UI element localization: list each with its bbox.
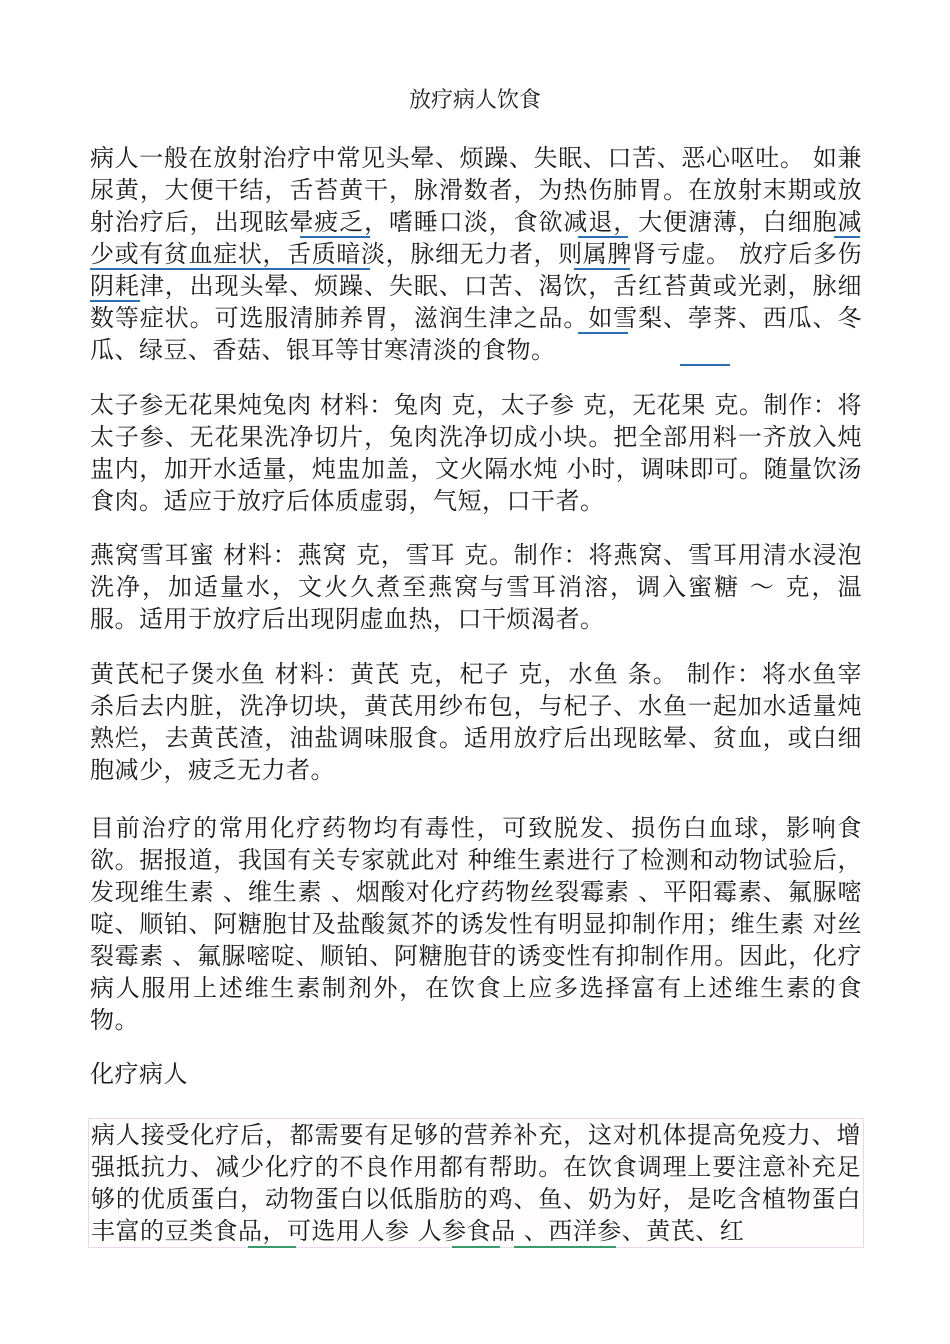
annotation-underline	[248, 1246, 296, 1248]
annotation-underline	[680, 364, 730, 366]
paragraph-chemo-nutrition: 病人接受化疗后，都需要有足够的营养补充，这对机体提高免疫力、增强抵抗力、减少化疗的不良作用都有帮助。在饮食调理上要注意补充足够的优质蛋白，动物蛋白以低脂肪的鸡、鱼、奶为好，是吃含植物蛋白丰富的豆类食品，可选用人参 人参食品 、西洋参、黄芪、红	[88, 1118, 864, 1248]
annotation-underline	[578, 236, 628, 238]
annotation-underline	[578, 332, 628, 334]
annotation-underline	[90, 300, 140, 302]
section-heading: 化疗病人	[90, 1060, 188, 1088]
page-title: 放疗病人饮食	[408, 88, 541, 113]
annotation-underline	[574, 268, 630, 270]
annotation-underline	[300, 236, 370, 238]
paragraph-radiotherapy-symptoms: 病人一般在放射治疗中常见头晕、烦躁、失眠、口苦、恶心呕吐。 如兼尿黄，大便干结，舌苔黄干，脉滑数者，为热伤肺胃。在放射末期或放射治疗后，出现眩晕疲乏，嗜睡口淡，食欲减退，大便溏薄，白细胞减少或有贫血症状，舌质暗淡，脉细无力者，则属脾肾亏虚。 放疗后多伤阴耗津，出现头晕、烦躁、失眠、口苦、渴饮，舌红苔黄或光剥，脉细数等症状。可选服清肺养胃，滋润生津之品。如雪梨、荸荠、西瓜、冬瓜、绿豆、香菇、银耳等甘寒清淡的食物。	[90, 144, 862, 364]
annotation-underline	[452, 1246, 500, 1248]
annotation-underline	[834, 236, 860, 238]
annotation-underline	[90, 268, 370, 270]
paragraph-chemo-vitamins: 目前治疗的常用化疗药物均有毒性，可致脱发、损伤白血球，影响食欲。据报道，我国有关专家就此对 种维生素进行了检测和动物试验后，发现维生素 、维生素 、烟酸对化疗药物丝裂霉素 、平阳霉素、氟脲嘧啶、顺铂、阿糖胞甘及盐酸氮芥的诱发性有明显抑制作用；维生素 对丝裂霉素 、氟脲嘧啶、顺铂、阿糖胞苷的诱变性有抑制作用。因此，化疗病人服用上述维生素制剂外，在饮食上应多选择富有上述维生素的食物。	[90, 814, 862, 1034]
paragraph-recipe-birdnest: 燕窝雪耳蜜 材料：燕窝 克，雪耳 克。制作：将燕窝、雪耳用清水浸泡洗净，加适量水，文火久煮至燕窝与雪耳消溶，调入蜜糖 ～ 克，温服。适用于放疗后出现阴虚血热，口干烦渴者。	[90, 541, 862, 633]
paragraph-recipe-softshell-turtle: 黄芪杞子煲水鱼 材料：黄芪 克，杞子 克，水鱼 条。 制作：将水鱼宰杀后去内脏，洗净切块，黄芪用纱布包，与杞子、水鱼一起加水适量炖熟烂，去黄芪渣，油盐调味服食。适用放疗后出现眩晕、贫血，或白细胞减少，疲乏无力者。	[90, 660, 862, 784]
annotation-underline	[514, 1246, 616, 1248]
paragraph-recipe-rabbit: 太子参无花果炖兔肉 材料：兔肉 克，太子参 克，无花果 克。制作：将太子参、无花果洗净切片，兔肉洗净切成小块。把全部用料一齐放入炖盅内，加开水适量，炖盅加盖，文火隔水炖 小时，调味即可。随量饮汤食肉。适应于放疗后体质虚弱，气短，口干者。	[90, 391, 862, 515]
